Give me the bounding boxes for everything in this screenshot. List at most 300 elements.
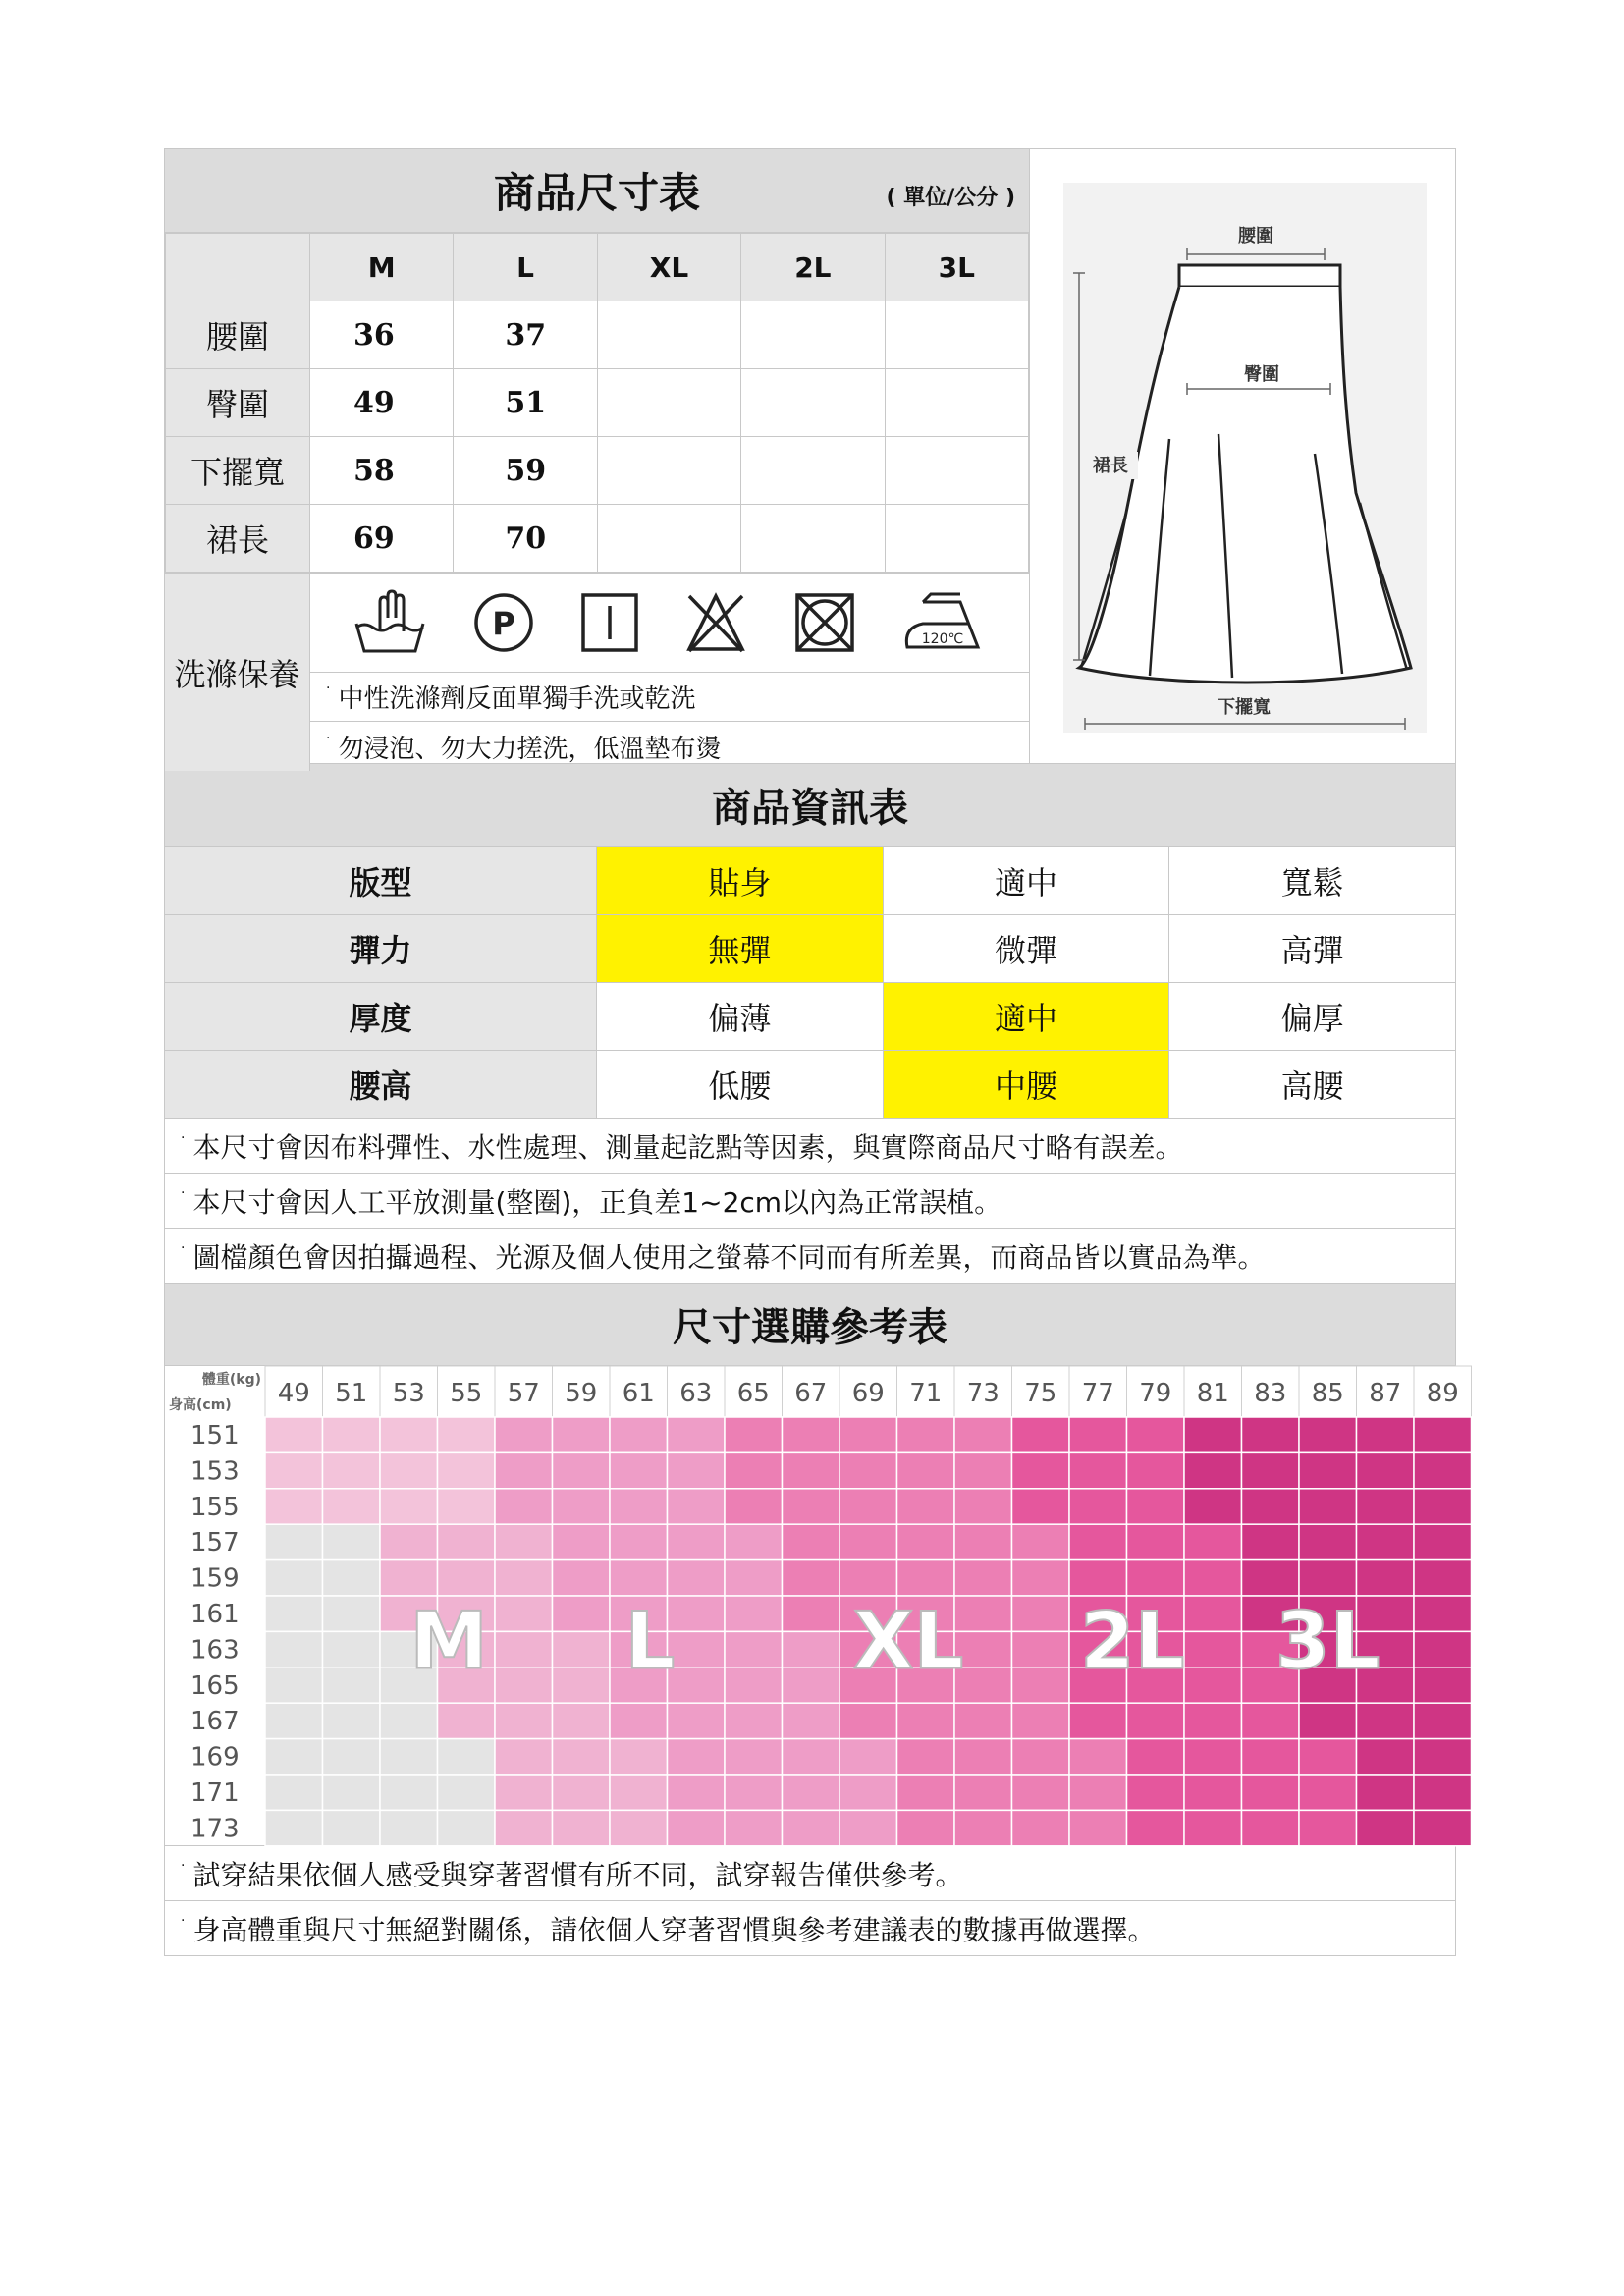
heatmap-cell xyxy=(610,1417,668,1452)
heatmap-cell xyxy=(783,1667,840,1703)
heatmap-cell xyxy=(1184,1775,1242,1810)
heatmap-cell xyxy=(1012,1524,1070,1559)
heatmap-x-tick-label: 49 xyxy=(277,1379,310,1408)
info-row-thickness xyxy=(165,983,1456,1051)
size-cell: 51 xyxy=(454,369,597,437)
heatmap-cell xyxy=(495,1775,553,1810)
heatmap-cell xyxy=(668,1489,726,1524)
heatmap-cell xyxy=(1127,1560,1185,1596)
heatmap-cell xyxy=(1069,1739,1127,1775)
heatmap-x-tick-label: 89 xyxy=(1426,1379,1459,1408)
heatmap-cell xyxy=(1414,1417,1472,1452)
heatmap-cell xyxy=(553,1631,611,1667)
heatmap-cell xyxy=(553,1524,611,1559)
heatmap-cell xyxy=(553,1417,611,1452)
heatmap-cell xyxy=(839,1524,897,1559)
heatmap-cell xyxy=(438,1739,496,1775)
heatmap-cell xyxy=(1069,1703,1127,1738)
heatmap-cell xyxy=(1184,1667,1242,1703)
heatmap-cell xyxy=(1012,1739,1070,1775)
hand-wash-icon xyxy=(351,588,429,657)
size-table-block xyxy=(164,148,1456,764)
heatmap-cell xyxy=(265,1739,323,1775)
heatmap-cell xyxy=(380,1739,438,1775)
heatmap-cell xyxy=(265,1417,323,1452)
heatmap-cell xyxy=(495,1452,553,1488)
heatmap-cell xyxy=(1184,1417,1242,1452)
heatmap-cell xyxy=(668,1596,726,1631)
heatmap-cell xyxy=(265,1560,323,1596)
heatmap-x-tick-label: 69 xyxy=(851,1379,885,1408)
heatmap-cell xyxy=(1069,1452,1127,1488)
info-option: 偏薄 xyxy=(597,983,884,1051)
heatmap-cell xyxy=(668,1524,726,1559)
size-cell xyxy=(597,437,740,505)
heatmap-cell xyxy=(1414,1703,1472,1738)
size-header-l: L xyxy=(454,234,597,301)
heatmap-cell xyxy=(1299,1489,1357,1524)
heatmap-cell xyxy=(495,1631,553,1667)
ref-note-text: 身高體重與尺寸無絕對關係，請依個人穿著習慣與參考建議表的數據再做選擇。 xyxy=(192,1913,1156,1946)
heatmap-cell xyxy=(725,1524,783,1559)
heatmap-cell xyxy=(668,1775,726,1810)
size-header-2l: 2L xyxy=(741,234,885,301)
heatmap-cell xyxy=(725,1560,783,1596)
heatmap-cell xyxy=(1012,1489,1070,1524)
heatmap-x-tick-label: 67 xyxy=(794,1379,828,1408)
heatmap-cell xyxy=(725,1667,783,1703)
heatmap-cell xyxy=(839,1703,897,1738)
heatmap-cell xyxy=(725,1739,783,1775)
heatmap-cell xyxy=(553,1452,611,1488)
hang-dry-icon xyxy=(578,588,641,657)
heatmap-cell xyxy=(954,1560,1012,1596)
heatmap-cell xyxy=(954,1452,1012,1488)
heatmap-cell xyxy=(380,1703,438,1738)
size-header-3l: 3L xyxy=(885,234,1028,301)
heatmap-cell xyxy=(1184,1739,1242,1775)
heatmap-cell xyxy=(1414,1775,1472,1810)
heatmap-cell xyxy=(839,1810,897,1845)
info-row-fit xyxy=(165,847,1456,915)
heatmap-cell xyxy=(553,1703,611,1738)
size-row-label: 下擺寬 xyxy=(166,437,310,505)
heatmap-cell xyxy=(783,1810,840,1845)
info-attr: 腰高 xyxy=(165,1051,597,1119)
heatmap-cell xyxy=(380,1417,438,1452)
heatmap-cell xyxy=(1127,1452,1185,1488)
heatmap-x-tick-label: 73 xyxy=(966,1379,1000,1408)
heatmap-cell xyxy=(610,1452,668,1488)
heatmap-cell xyxy=(265,1667,323,1703)
heatmap-cell xyxy=(1069,1489,1127,1524)
heatmap-cell xyxy=(265,1452,323,1488)
care-note xyxy=(310,673,1029,723)
heatmap-x-tick-label: 79 xyxy=(1139,1379,1172,1408)
svg-text:P: P xyxy=(491,604,515,642)
heatmap-cell xyxy=(897,1452,955,1488)
heatmap-cell xyxy=(783,1775,840,1810)
size-row-label: 裙長 xyxy=(166,505,310,573)
size-cell xyxy=(741,369,885,437)
diagram-hip-label: 臀圍 xyxy=(1244,364,1279,385)
heatmap-cell xyxy=(1127,1524,1185,1559)
care-label: 洗滌保養 xyxy=(165,574,310,771)
heatmap-cell xyxy=(380,1489,438,1524)
heatmap-x-tick-label: 51 xyxy=(335,1379,368,1408)
heatmap-cell xyxy=(783,1703,840,1738)
heatmap-cell xyxy=(1184,1810,1242,1845)
diagram-waist-label: 腰圍 xyxy=(1238,226,1273,246)
heatmap-cell xyxy=(438,1560,496,1596)
size-cell xyxy=(597,369,740,437)
heatmap-cell xyxy=(323,1560,381,1596)
heatmap-cell xyxy=(897,1810,955,1845)
info-note-text: 本尺寸會因人工平放測量(整圈)，正負差1~2cm以內為正常誤植。 xyxy=(192,1185,1002,1219)
info-table xyxy=(164,847,1456,1119)
heatmap-y-tick-label: 159 xyxy=(190,1563,240,1594)
heatmap-cell xyxy=(954,1739,1012,1775)
heatmap-cell xyxy=(897,1417,955,1452)
size-cell xyxy=(741,437,885,505)
info-option: 高彈 xyxy=(1169,915,1456,983)
heatmap-cell xyxy=(323,1810,381,1845)
heatmap-cell xyxy=(897,1560,955,1596)
size-cell xyxy=(741,505,885,573)
size-cell xyxy=(885,437,1028,505)
heatmap-cell xyxy=(323,1631,381,1667)
heatmap-cell xyxy=(1357,1775,1415,1810)
heatmap-x-tick-label: 71 xyxy=(909,1379,943,1408)
heatmap-cell xyxy=(380,1775,438,1810)
heatmap-cell xyxy=(265,1489,323,1524)
heatmap-size-label: XL xyxy=(852,1595,964,1687)
heatmap-cell xyxy=(725,1417,783,1452)
heatmap-cell xyxy=(495,1703,553,1738)
heatmap-cell xyxy=(1127,1739,1185,1775)
size-guide-sheet xyxy=(164,148,1459,1956)
heatmap-y-tick-label: 151 xyxy=(190,1421,240,1450)
heatmap-cell xyxy=(610,1703,668,1738)
info-note xyxy=(164,1174,1456,1229)
heatmap-cell xyxy=(839,1739,897,1775)
heatmap-cell xyxy=(725,1775,783,1810)
heatmap-cell xyxy=(1242,1452,1300,1488)
heatmap-y-tick-label: 163 xyxy=(190,1635,240,1666)
size-reference-chart xyxy=(164,1366,1459,1846)
heatmap-x-tick-label: 85 xyxy=(1311,1379,1344,1408)
heatmap-y-tick-label: 165 xyxy=(190,1670,240,1701)
heatmap-cell xyxy=(1012,1667,1070,1703)
heatmap-cell xyxy=(1357,1417,1415,1452)
info-row-stretch xyxy=(165,915,1456,983)
heatmap-cell xyxy=(1414,1667,1472,1703)
info-option: 微彈 xyxy=(883,915,1169,983)
heatmap-cell xyxy=(1414,1596,1472,1631)
heatmap-cell xyxy=(1242,1417,1300,1452)
size-cell xyxy=(741,301,885,369)
heatmap-cell xyxy=(897,1739,955,1775)
heatmap-cell xyxy=(495,1560,553,1596)
heatmap-cell xyxy=(438,1775,496,1810)
ref-note xyxy=(164,1901,1456,1956)
info-option: 偏厚 xyxy=(1169,983,1456,1051)
size-cell: 58 xyxy=(310,437,454,505)
heatmap-x-tick-label: 61 xyxy=(622,1379,655,1408)
heatmap-size-label: L xyxy=(624,1595,676,1687)
heatmap-cell xyxy=(438,1810,496,1845)
ref-chart-title: 尺寸選購參考表 xyxy=(164,1284,1456,1366)
bullet-dot: · xyxy=(181,1857,186,1874)
size-cell xyxy=(885,505,1028,573)
heatmap-cell xyxy=(839,1775,897,1810)
heatmap-cell xyxy=(495,1739,553,1775)
heatmap-cell xyxy=(495,1417,553,1452)
heatmap-cell xyxy=(610,1524,668,1559)
heatmap-cell xyxy=(1414,1452,1472,1488)
size-table-panel xyxy=(165,149,1029,763)
info-note-text: 圖檔顏色會因拍攝過程、光源及個人使用之螢幕不同而有所差異，而商品皆以實品為準。 xyxy=(192,1240,1266,1274)
size-cell xyxy=(597,301,740,369)
heatmap-xaxis-title: 體重(kg) xyxy=(201,1372,261,1388)
size-row-hip xyxy=(166,369,1029,437)
bullet-dot: · xyxy=(181,1184,186,1201)
size-reference-heatmap xyxy=(165,1366,1459,1846)
care-icons xyxy=(310,574,1029,673)
heatmap-x-tick-label: 65 xyxy=(736,1379,770,1408)
heatmap-cell xyxy=(1357,1489,1415,1524)
size-table-title-bar xyxy=(165,149,1029,233)
care-note xyxy=(310,722,1029,771)
heatmap-cell xyxy=(1414,1560,1472,1596)
ref-note-text: 試穿結果依個人感受與穿著習慣有所不同，試穿報告僅供參考。 xyxy=(192,1858,963,1891)
care-row xyxy=(165,573,1029,771)
heatmap-cell xyxy=(1299,1810,1357,1845)
heatmap-cell xyxy=(380,1452,438,1488)
heatmap-size-label: M xyxy=(409,1595,489,1687)
size-row-label: 臀圍 xyxy=(166,369,310,437)
size-table-title: 商品尺寸表 xyxy=(493,169,700,217)
care-note-text: 勿浸泡、勿大力搓洗，低溫墊布燙 xyxy=(338,734,722,764)
heatmap-cell xyxy=(783,1560,840,1596)
heatmap-cell xyxy=(839,1417,897,1452)
heatmap-cell xyxy=(725,1703,783,1738)
heatmap-cell xyxy=(783,1596,840,1631)
heatmap-cell xyxy=(380,1810,438,1845)
heatmap-cell xyxy=(1069,1560,1127,1596)
heatmap-cell xyxy=(1414,1489,1472,1524)
heatmap-y-tick-label: 169 xyxy=(190,1742,240,1773)
heatmap-cell xyxy=(897,1703,955,1738)
heatmap-cell xyxy=(954,1703,1012,1738)
size-cell: 37 xyxy=(454,301,597,369)
care-note-text: 中性洗滌劑反面單獨手洗或乾洗 xyxy=(338,683,696,714)
info-option-selected: 貼身 xyxy=(597,847,884,915)
dry-clean-p-icon xyxy=(469,588,538,657)
heatmap-cell xyxy=(954,1489,1012,1524)
heatmap-y-tick-label: 167 xyxy=(190,1707,240,1737)
heatmap-cell xyxy=(1012,1810,1070,1845)
heatmap-cell xyxy=(380,1560,438,1596)
heatmap-cell xyxy=(1242,1739,1300,1775)
info-option: 寬鬆 xyxy=(1169,847,1456,915)
info-note xyxy=(164,1119,1456,1174)
heatmap-cell xyxy=(668,1667,726,1703)
heatmap-cell xyxy=(553,1489,611,1524)
heatmap-cell xyxy=(1069,1524,1127,1559)
heatmap-x-tick-label: 81 xyxy=(1196,1379,1229,1408)
heatmap-cell xyxy=(1242,1489,1300,1524)
heatmap-cell xyxy=(323,1667,381,1703)
heatmap-cell xyxy=(323,1596,381,1631)
heatmap-x-tick-label: 75 xyxy=(1024,1379,1057,1408)
heatmap-cell xyxy=(1069,1775,1127,1810)
heatmap-cell xyxy=(438,1452,496,1488)
heatmap-cell xyxy=(725,1489,783,1524)
heatmap-y-tick-label: 155 xyxy=(190,1492,240,1522)
heatmap-cell xyxy=(725,1596,783,1631)
info-note-text: 本尺寸會因布料彈性、水性處理、測量起訖點等因素，與實際商品尺寸略有誤差。 xyxy=(192,1130,1183,1164)
heatmap-cell xyxy=(323,1775,381,1810)
info-option: 高腰 xyxy=(1169,1051,1456,1119)
heatmap-cell xyxy=(495,1524,553,1559)
heatmap-x-tick-label: 63 xyxy=(679,1379,713,1408)
size-cell: 59 xyxy=(454,437,597,505)
heatmap-cell xyxy=(1012,1560,1070,1596)
heatmap-cell xyxy=(323,1524,381,1559)
size-header-row xyxy=(166,234,1029,301)
heatmap-cell xyxy=(1184,1489,1242,1524)
no-tumble-dry-icon xyxy=(790,588,859,657)
heatmap-cell xyxy=(783,1489,840,1524)
heatmap-cell xyxy=(438,1489,496,1524)
heatmap-cell xyxy=(495,1489,553,1524)
heatmap-x-tick-label: 57 xyxy=(507,1379,540,1408)
heatmap-cell xyxy=(668,1739,726,1775)
heatmap-cell xyxy=(1184,1631,1242,1667)
heatmap-cell xyxy=(265,1596,323,1631)
heatmap-cell xyxy=(553,1775,611,1810)
heatmap-cell xyxy=(1012,1703,1070,1738)
heatmap-cell xyxy=(839,1560,897,1596)
heatmap-x-tick-label: 59 xyxy=(565,1379,598,1408)
info-option-selected: 無彈 xyxy=(597,915,884,983)
diagram-length-label: 裙長 xyxy=(1093,456,1128,476)
heatmap-x-tick-label: 77 xyxy=(1081,1379,1114,1408)
heatmap-cell xyxy=(1299,1560,1357,1596)
heatmap-cell xyxy=(1299,1524,1357,1559)
heatmap-cell xyxy=(725,1452,783,1488)
heatmap-cell xyxy=(1012,1775,1070,1810)
heatmap-y-tick-label: 173 xyxy=(190,1814,240,1844)
heatmap-x-tick-label: 53 xyxy=(392,1379,425,1408)
ref-note xyxy=(164,1846,1456,1901)
heatmap-cell xyxy=(323,1452,381,1488)
heatmap-cell xyxy=(323,1703,381,1738)
heatmap-cell xyxy=(265,1775,323,1810)
heatmap-x-tick-label: 87 xyxy=(1369,1379,1402,1408)
heatmap-cell xyxy=(1357,1739,1415,1775)
heatmap-cell xyxy=(1242,1775,1300,1810)
heatmap-cell xyxy=(1357,1810,1415,1845)
info-option-selected: 中腰 xyxy=(883,1051,1169,1119)
heatmap-cell xyxy=(1069,1417,1127,1452)
size-row-hem xyxy=(166,437,1029,505)
info-row-waist-rise xyxy=(165,1051,1456,1119)
heatmap-cell xyxy=(553,1560,611,1596)
heatmap-cell xyxy=(1242,1560,1300,1596)
size-cell: 69 xyxy=(310,505,454,573)
heatmap-cell xyxy=(783,1631,840,1667)
heatmap-cell xyxy=(553,1596,611,1631)
size-row-waist xyxy=(166,301,1029,369)
heatmap-cell xyxy=(668,1631,726,1667)
heatmap-cell xyxy=(668,1560,726,1596)
size-cell xyxy=(885,369,1028,437)
heatmap-cell xyxy=(265,1631,323,1667)
info-note xyxy=(164,1229,1456,1284)
heatmap-cell xyxy=(839,1489,897,1524)
bullet-dot: · xyxy=(181,1912,186,1929)
heatmap-cell xyxy=(1414,1631,1472,1667)
heatmap-cell xyxy=(1184,1560,1242,1596)
heatmap-cell xyxy=(668,1810,726,1845)
heatmap-cell xyxy=(1012,1596,1070,1631)
heatmap-cell xyxy=(610,1739,668,1775)
heatmap-size-label: 2L xyxy=(1080,1595,1185,1687)
heatmap-cell xyxy=(897,1775,955,1810)
heatmap-cell xyxy=(1184,1524,1242,1559)
info-attr: 版型 xyxy=(165,847,597,915)
heatmap-cell xyxy=(1127,1417,1185,1452)
heatmap-cell xyxy=(610,1560,668,1596)
size-row-length xyxy=(166,505,1029,573)
heatmap-cell xyxy=(495,1667,553,1703)
heatmap-cell xyxy=(610,1810,668,1845)
heatmap-cell xyxy=(1242,1703,1300,1738)
heatmap-cell xyxy=(1069,1810,1127,1845)
heatmap-cell xyxy=(1414,1739,1472,1775)
heatmap-cell xyxy=(1357,1452,1415,1488)
size-cell: 49 xyxy=(310,369,454,437)
heatmap-y-tick-label: 171 xyxy=(190,1778,240,1808)
heatmap-cell xyxy=(783,1524,840,1559)
heatmap-cell xyxy=(610,1775,668,1810)
no-bleach-icon xyxy=(681,588,750,657)
heatmap-y-tick-label: 153 xyxy=(190,1456,240,1487)
heatmap-cell xyxy=(323,1489,381,1524)
heatmap-cell xyxy=(1012,1631,1070,1667)
heatmap-cell xyxy=(380,1524,438,1559)
heatmap-cell xyxy=(1299,1775,1357,1810)
heatmap-cell xyxy=(1184,1452,1242,1488)
heatmap-cell xyxy=(1012,1417,1070,1452)
size-table-unit: ( 單位/公分 ) xyxy=(886,186,1015,210)
heatmap-cell xyxy=(1184,1703,1242,1738)
size-cell: 70 xyxy=(454,505,597,573)
heatmap-cell xyxy=(438,1524,496,1559)
heatmap-cell xyxy=(1127,1703,1185,1738)
heatmap-cell xyxy=(495,1810,553,1845)
bullet-dot: · xyxy=(181,1239,186,1256)
care-body xyxy=(310,574,1029,771)
heatmap-x-tick-label: 83 xyxy=(1254,1379,1287,1408)
info-option: 低腰 xyxy=(597,1051,884,1119)
heatmap-y-tick-label: 157 xyxy=(190,1528,240,1558)
heatmap-cell xyxy=(323,1739,381,1775)
heatmap-cell xyxy=(1127,1489,1185,1524)
heatmap-cell xyxy=(1299,1417,1357,1452)
